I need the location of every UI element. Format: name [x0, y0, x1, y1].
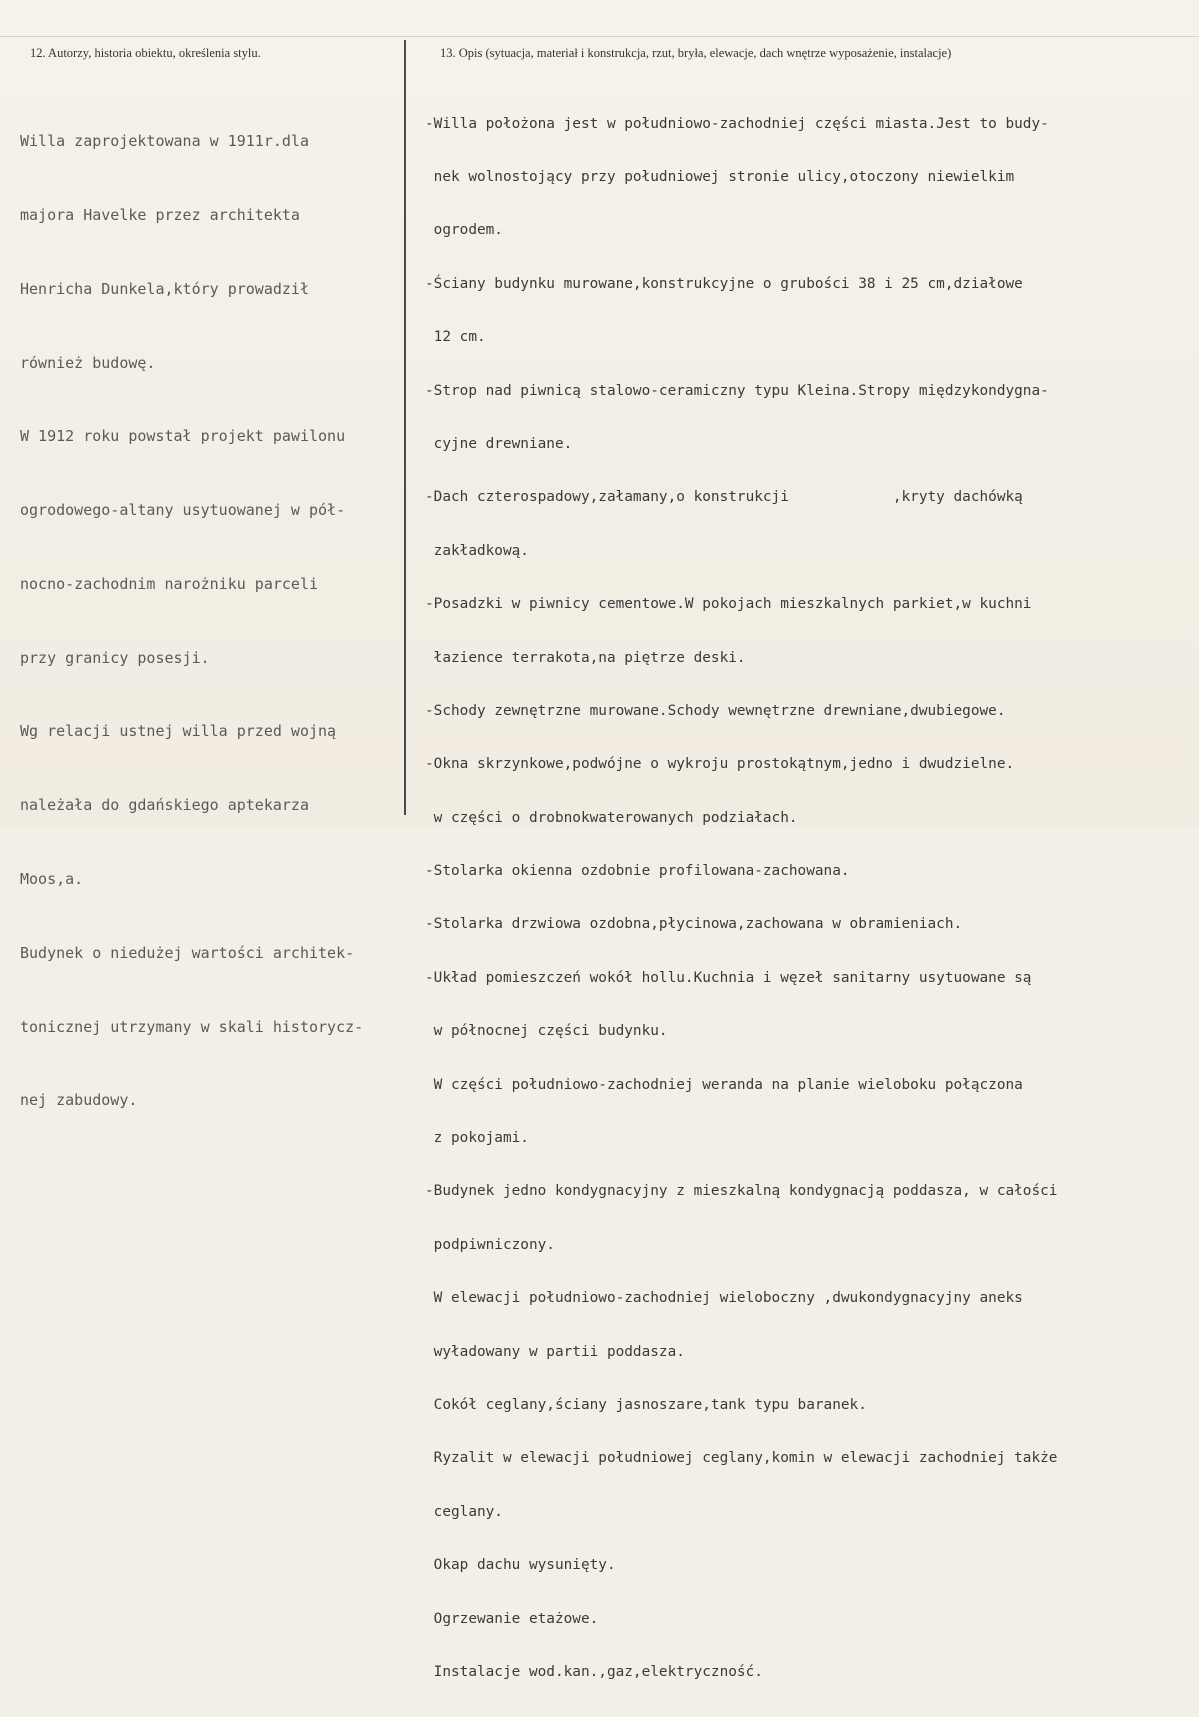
description-line: -Strop nad piwnicą stalowo-ceramiczny typu Kleina.Stropy międzykondygna- — [425, 382, 1049, 399]
description-line: zakładkową. — [425, 542, 529, 559]
description-line: cyjne drewniane. — [425, 435, 573, 452]
description-line: W elewacji południowo-zachodniej wieloboczny ,dwukondygnacyjny aneks — [425, 1290, 1023, 1307]
description-line: w północnej części budynku. — [425, 1023, 668, 1040]
history-line: tonicznej utrzymany w skali historycz- — [20, 1017, 364, 1036]
description-line: Instalacje wod.kan.,gaz,elektryczność. — [425, 1663, 763, 1680]
description-line: z pokojami. — [425, 1130, 529, 1147]
history-line: nej zabudowy. — [20, 1091, 138, 1110]
description-line: nek wolnostojący przy południowej stronie ulicy,otoczony niewielkim — [425, 168, 1015, 185]
history-line: również budowę. — [20, 353, 156, 372]
description-line: Cokół ceglany,ściany jasnoszare,tank typu baranek. — [425, 1396, 867, 1413]
description-line: wyładowany w partii poddasza. — [425, 1343, 685, 1360]
history-line: przy granicy posesji. — [20, 648, 210, 667]
history-line: Wg relacji ustnej willa przed wojną — [20, 722, 337, 741]
description-line: Ogrzewanie etażowe. — [425, 1610, 599, 1627]
description-line: -Ściany budynku murowane,konstrukcyjne o grubości 38 i 25 cm,działowe — [425, 275, 1023, 292]
description-line: -Budynek jedno kondygnacyjny z mieszkalną kondygnacją poddasza, w całości — [425, 1183, 1058, 1200]
section-13-header: 13. Opis (sytuacja, materiał i konstrukcja, rzut, bryła, elewacje, dach wnętrze wyposażenie, instalacje) — [440, 46, 952, 60]
description-line: -Posadzki w piwnicy cementowe.W pokojach mieszkalnych parkiet,w kuchni — [425, 596, 1032, 613]
description-line: -Stolarka drzwiowa ozdobna,płycinowa,zachowana w obramieniach. — [425, 916, 963, 933]
history-line: Henricha Dunkela,który prowadził — [20, 279, 309, 298]
description-line: Ryzalit w elewacji południowej ceglany,komin w elewacji zachodniej także — [425, 1450, 1058, 1467]
description-line: -Schody zewnętrzne murowane.Schody wewnętrzne drewniane,dwubiegowe. — [425, 702, 1006, 719]
description-line: ceglany. — [425, 1503, 503, 1520]
description-text — [425, 80, 1185, 1717]
description-line: w części o drobnokwaterowanych podziałach. — [425, 809, 798, 826]
top-rule — [0, 36, 1199, 37]
description-line: -Stolarka okienna ozdobnie profilowana-zachowana. — [425, 863, 850, 880]
history-line: majora Havelke przez architekta — [20, 205, 300, 224]
description-line: podpiwniczony. — [425, 1236, 555, 1253]
description-line: -Układ pomieszczeń wokół hollu.Kuchnia i węzeł sanitarny usytuowane są — [425, 969, 1032, 986]
history-line: Moos,a. — [20, 870, 84, 888]
description-line: W części południowo-zachodniej weranda na planie wieloboku połączona — [425, 1076, 1023, 1093]
history-line: nocno-zachodnim narożniku parceli — [20, 574, 319, 593]
column-divider — [404, 40, 406, 815]
history-line: W 1912 roku powstał projekt pawilonu — [20, 427, 346, 446]
description-line: ogrodem. — [425, 222, 503, 239]
description-line: 12 cm. — [425, 329, 486, 346]
description-line: łazience terrakota,na piętrze deski. — [425, 649, 746, 666]
history-line: Budynek o niedużej wartości architek- — [20, 943, 355, 962]
description-line: Okap dachu wysunięty. — [425, 1557, 616, 1574]
history-line: należała do gdańskiego aptekarza — [20, 796, 309, 815]
history-line: ogrodowego-altany usytuowanej w pół- — [20, 501, 346, 520]
description-line: -Willa położona jest w południowo-zachodniej części miasta.Jest to budy- — [425, 115, 1049, 132]
section-12-header: 12. Autorzy, historia obiektu, określenia stylu. — [30, 46, 261, 60]
description-line: -Okna skrzynkowe,podwójne o wykroju prostokątnym,jedno i dwudzielne. — [425, 756, 1015, 773]
description-line: -Dach czterospadowy,załamany,o konstrukcji ,kryty dachówką — [425, 489, 1023, 506]
history-line: Willa zaprojektowana w 1911r.dla — [20, 132, 309, 151]
history-text — [20, 80, 400, 1162]
